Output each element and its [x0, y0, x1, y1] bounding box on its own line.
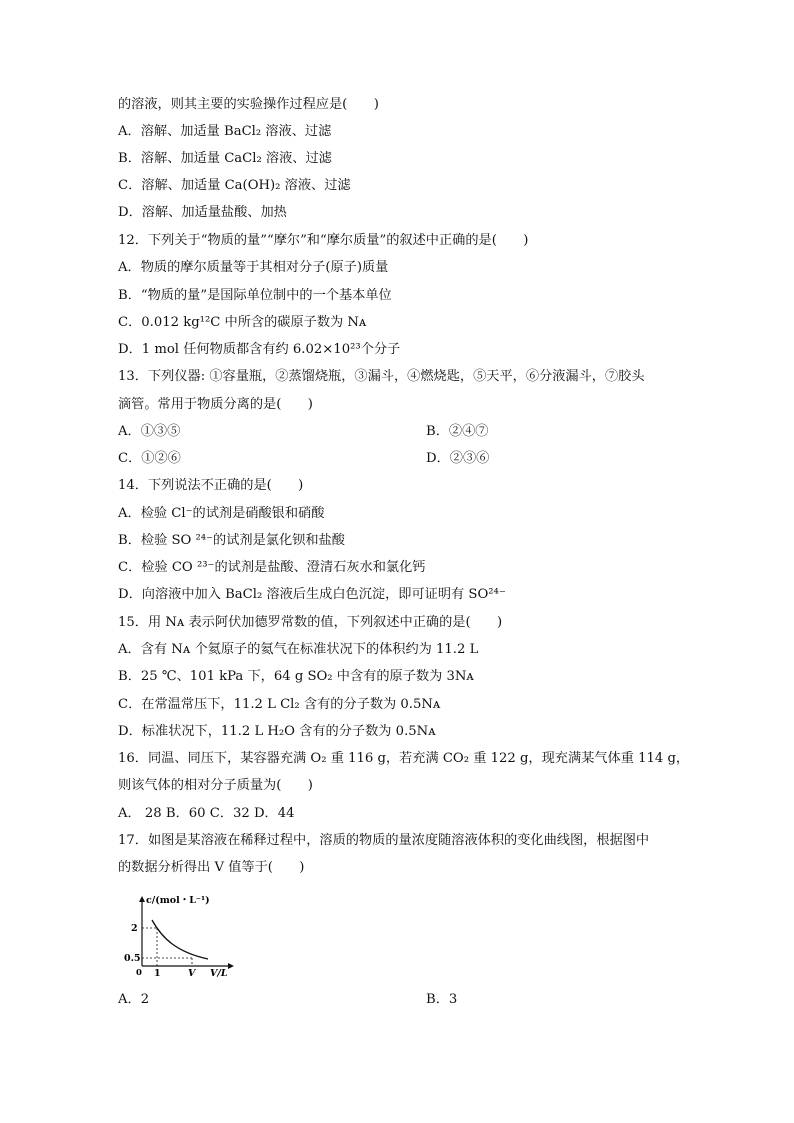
q12-option-a: A．物质的摩尔质量等于其相对分子(原子)质量: [118, 260, 389, 275]
y-tick-2: 2: [131, 923, 138, 934]
q17-option-a: A．2: [118, 992, 150, 1007]
y-axis-label: c/(mol・L⁻¹): [146, 895, 210, 906]
q13-option-c: C．①②⑥: [118, 451, 181, 466]
x-tick-v: V: [188, 968, 196, 979]
q11-option-d: D．溶解、加适量盐酸、加热: [118, 205, 287, 220]
y-axis-arrow: [139, 896, 145, 902]
q16-stem-cont: 则该气体的相对分子质量为( ): [118, 778, 313, 793]
q13-stem-cont: 滴管。常用于物质分离的是( ): [118, 397, 313, 412]
q14-option-d: D．向溶液中加入 BaCl₂ 溶液后生成白色沉淀，即可证明有 SO²⁴⁻: [118, 587, 506, 602]
q12-stem: 12．下列关于“物质的量”“摩尔”和“摩尔质量”的叙述中正确的是( ): [118, 233, 529, 248]
q15-option-c: C．在常温常压下，11.2 L Cl₂ 含有的分子数为 0.5Nᴀ: [118, 697, 441, 712]
x-axis-label: V/L: [210, 968, 228, 979]
q11-option-a: A．溶解、加适量 BaCl₂ 溶液、过滤: [118, 124, 332, 139]
q12-option-c: C．0.012 kg¹²C 中所含的碳原子数为 Nᴀ: [118, 315, 367, 330]
x-tick-1: 1: [154, 968, 161, 979]
q16-options: A． 28 B．60 C．32 D．44: [118, 806, 295, 821]
q13-option-b: B．②④⑦: [426, 424, 489, 439]
q13-stem: 13．下列仪器: ①容量瓶，②蒸馏烧瓶，③漏斗，④燃烧匙，⑤天平，⑥分液漏斗，⑦胶头: [118, 369, 645, 384]
q15-option-d: D．标准状况下，11.2 L H₂O 含有的分子数为 0.5Nᴀ: [118, 724, 436, 739]
q14-stem: 14．下列说法不正确的是( ): [118, 478, 304, 493]
q17-stem: 17．如图是某溶液在稀释过程中，溶质的物质的量浓度随溶液体积的变化曲线图，根据图中: [118, 833, 650, 848]
x-axis-arrow: [228, 963, 234, 969]
q14-option-c: C．检验 CO ²³⁻的试剂是盐酸、澄清石灰水和氯化钙: [118, 560, 426, 575]
q14-option-b: B．检验 SO ²⁴⁻的试剂是氯化钡和盐酸: [118, 533, 345, 548]
q16-stem: 16．同温、同压下，某容器充满 O₂ 重 116 g，若充满 CO₂ 重 122 g，现充满某气体重 114 g，: [118, 751, 690, 766]
q17-option-b: B．3: [426, 992, 458, 1007]
q12-option-b: B．“物质的量”是国际单位制中的一个基本单位: [118, 288, 392, 303]
q11-option-b: B．溶解、加适量 CaCl₂ 溶液、过滤: [118, 151, 332, 166]
origin-label: 0: [136, 968, 142, 978]
dilution-curve: [152, 920, 208, 959]
y-tick-0-5: 0.5: [124, 953, 141, 964]
concentration-volume-graph: [124, 892, 238, 979]
q12-option-d: D．1 mol 任何物质都含有约 6.02×10²³个分子: [118, 342, 401, 357]
q17-stem-cont: 的数据分析得出 V 值等于( ): [118, 860, 305, 875]
q14-option-a: A．检验 Cl⁻的试剂是硝酸银和硝酸: [118, 506, 325, 521]
q13-option-d: D．②③⑥: [426, 451, 490, 466]
q15-stem: 15．用 Nᴀ 表示阿伏加德罗常数的值，下列叙述中正确的是( ): [118, 615, 503, 630]
q11-stem-cont: 的溶液，则其主要的实验操作过程应是( ): [118, 97, 379, 112]
q11-option-c: C．溶解、加适量 Ca(OH)₂ 溶液、过滤: [118, 178, 351, 193]
q15-option-a: A．含有 Nᴀ 个氦原子的氦气在标准状况下的体积约为 11.2 L: [118, 642, 479, 657]
q13-option-a: A．①③⑤: [118, 424, 181, 439]
q15-option-b: B．25 ℃、101 kPa 下，64 g SO₂ 中含有的原子数为 3Nᴀ: [118, 669, 474, 684]
